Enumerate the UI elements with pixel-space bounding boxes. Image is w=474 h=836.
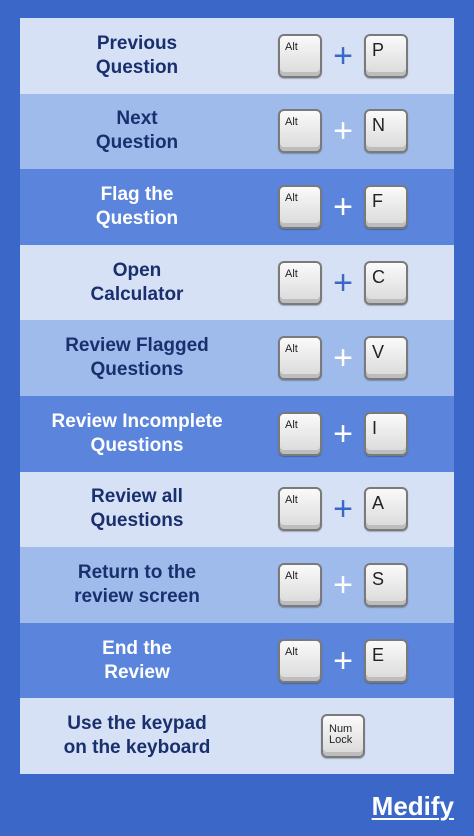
shortcut-row-keypad <box>20 698 454 774</box>
shortcut-label: Next Question <box>95 108 179 154</box>
key-combo <box>278 623 408 699</box>
alt-key-icon: Alt <box>278 261 322 305</box>
key-combo <box>278 169 408 245</box>
shortcut-row-return-review <box>20 547 454 623</box>
key-combo <box>278 18 408 94</box>
shortcut-label: Flag the Question <box>95 183 179 229</box>
alt-key-icon: Alt <box>278 412 322 456</box>
shortcut-row-next-question <box>20 94 454 170</box>
shortcut-label: Review Flagged Questions <box>65 335 209 381</box>
shortcut-row-review-flagged <box>20 320 454 396</box>
alt-key-icon: Alt <box>278 487 322 531</box>
letter-key-icon: E <box>364 639 408 683</box>
letter-key-icon: S <box>364 563 408 607</box>
letter-key-icon: V <box>364 336 408 380</box>
plus-icon: + <box>333 187 353 226</box>
plus-icon: + <box>333 339 353 378</box>
key-combo <box>278 472 408 548</box>
plus-icon: + <box>333 641 353 680</box>
plus-icon: + <box>333 112 353 151</box>
alt-key-icon: Alt <box>278 109 322 153</box>
plus-icon: + <box>333 263 353 302</box>
shortcut-table <box>20 18 454 774</box>
shortcut-label: End the Review <box>102 637 172 683</box>
letter-key-icon: F <box>364 185 408 229</box>
shortcut-label: Open Calculator <box>90 259 184 305</box>
plus-icon: + <box>333 490 353 529</box>
shortcut-row-review-all <box>20 472 454 548</box>
key-combo <box>278 94 408 170</box>
key-combo <box>278 547 408 623</box>
shortcut-row-flag-question <box>20 169 454 245</box>
shortcut-label: Review Incomplete Questions <box>51 410 223 456</box>
key-combo <box>278 396 408 472</box>
letter-key-icon: I <box>364 412 408 456</box>
brand-logo: Medify <box>371 791 454 821</box>
shortcut-row-open-calculator <box>20 245 454 321</box>
shortcut-label: Previous Question <box>95 32 179 78</box>
letter-key-icon: A <box>364 487 408 531</box>
alt-key-icon: Alt <box>278 336 322 380</box>
shortcut-label: Review all Questions <box>90 486 184 532</box>
shortcut-row-end-review <box>20 623 454 699</box>
alt-key-icon: Alt <box>278 185 322 229</box>
shortcut-row-previous-question <box>20 18 454 94</box>
alt-key-icon: Alt <box>278 563 322 607</box>
shortcut-row-review-incomplete <box>20 396 454 472</box>
plus-icon: + <box>333 565 353 604</box>
num-lock-key-icon: Num Lock <box>321 714 365 758</box>
key-combo <box>278 320 408 396</box>
letter-key-icon: C <box>364 261 408 305</box>
letter-key-icon: P <box>364 34 408 78</box>
plus-icon: + <box>333 36 353 75</box>
key-combo <box>278 245 408 321</box>
shortcut-label: Return to the review screen <box>74 561 200 607</box>
alt-key-icon: Alt <box>278 639 322 683</box>
shortcut-label: Use the keypad on the keyboard <box>63 713 211 759</box>
letter-key-icon: N <box>364 109 408 153</box>
plus-icon: + <box>333 414 353 453</box>
alt-key-icon: Alt <box>278 34 322 78</box>
